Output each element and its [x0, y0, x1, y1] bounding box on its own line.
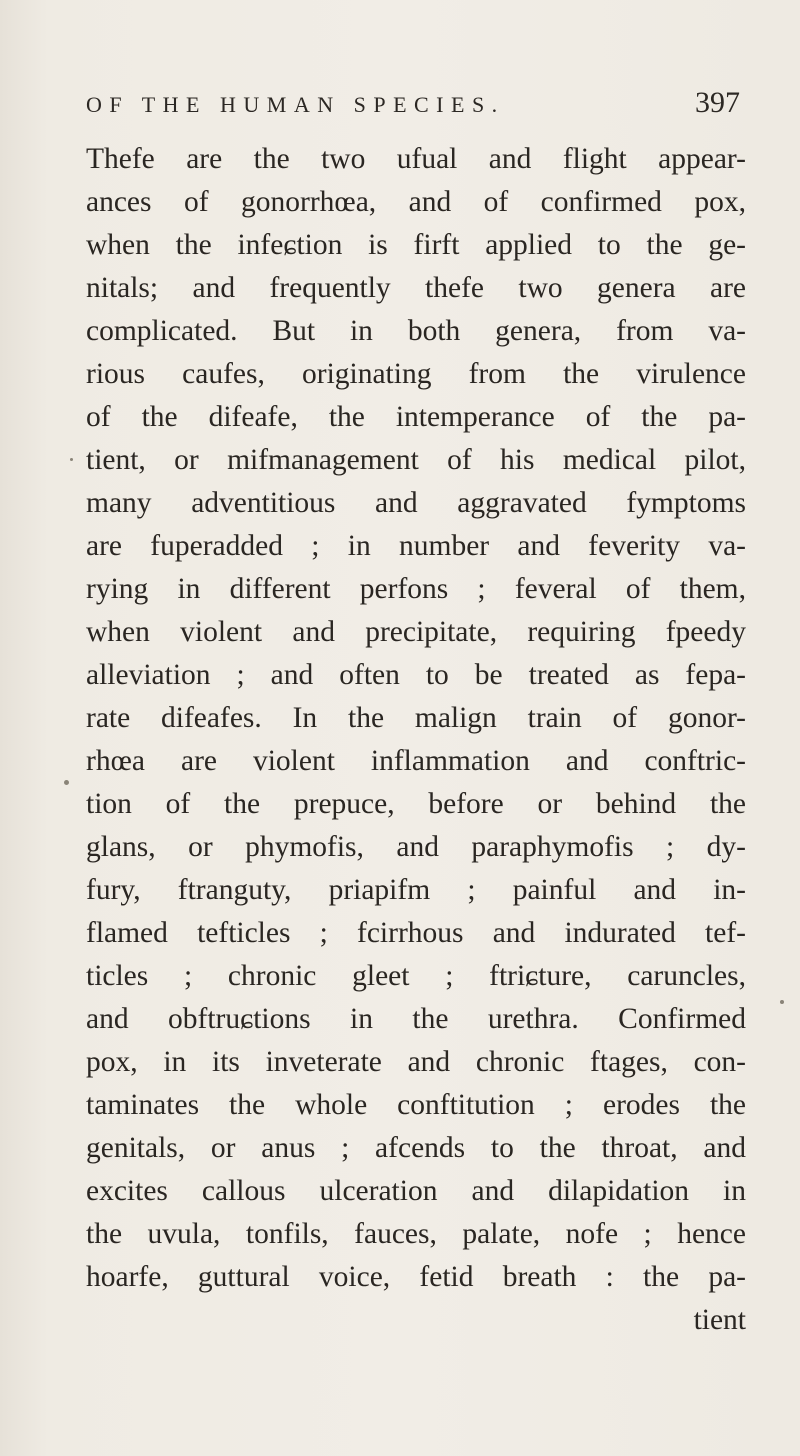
text-line: pox, in its inveterate and chronic ftages, con-: [86, 1046, 746, 1078]
text-line: when the infeɕtion is firft applied to the ge-: [86, 229, 746, 261]
text-line: ticles ; chronic gleet ; ftriɕture, caruncles,: [86, 960, 746, 992]
text-line: rhœa are violent inflammation and conftric-: [86, 745, 746, 777]
text-line: hoarfe, guttural voice, fetid breath : the pa-: [86, 1261, 746, 1293]
text-line: fury, ftranguty, priapifm ; painful and in-: [86, 874, 746, 906]
text-line: tion of the prepuce, before or behind the: [86, 788, 746, 820]
text-line: taminates the whole conftitution ; erodes the: [86, 1089, 746, 1121]
paper-speck-mark: [70, 458, 73, 461]
text-line: and obftruɕtions in the urethra. Confirmed: [86, 1003, 746, 1035]
text-line: ances of gonorrhœa, and of confirmed pox,: [86, 186, 746, 218]
text-line: Thefe are the two ufual and flight appear-: [86, 143, 746, 175]
text-line: of the difeafe, the intemperance of the pa-: [86, 401, 746, 433]
text-line: tient, or mifmanagement of his medical pilot,: [86, 444, 746, 476]
paper-speck-mark: [780, 1000, 784, 1004]
text-line: flamed tefticles ; fcirrhous and indurated tef-: [86, 917, 746, 949]
running-title: OF THE HUMAN SPECIES.: [86, 92, 505, 117]
paper-speck-mark: [64, 780, 69, 785]
text-line: many adventitious and aggravated fymptoms: [86, 487, 746, 519]
text-line: nitals; and frequently thefe two genera are: [86, 272, 746, 304]
text-line-catchword: tient: [693, 1304, 746, 1336]
text-line: rate difeafes. In the malign train of gonor-: [86, 702, 746, 734]
text-line: alleviation ; and often to be treated as fepa-: [86, 659, 746, 691]
running-head: [86, 84, 776, 124]
text-line: rious caufes, originating from the virulence: [86, 358, 746, 390]
body-text: [86, 138, 746, 1342]
text-line: are fuperadded ; in number and feverity va-: [86, 530, 746, 562]
text-line: genitals, or anus ; afcends to the throat, and: [86, 1132, 746, 1164]
text-line: complicated. But in both genera, from va-: [86, 315, 746, 347]
text-line: when violent and precipitate, requiring fpeedy: [86, 616, 746, 648]
text-line: glans, or phymofis, and paraphymofis ; dy-: [86, 831, 746, 863]
text-line: excites callous ulceration and dilapidation in: [86, 1175, 746, 1207]
page-number: 397: [695, 86, 740, 119]
text-line: the uvula, tonfils, fauces, palate, nofe ; hence: [86, 1218, 746, 1250]
text-line: rying in different perfons ; feveral of them,: [86, 573, 746, 605]
